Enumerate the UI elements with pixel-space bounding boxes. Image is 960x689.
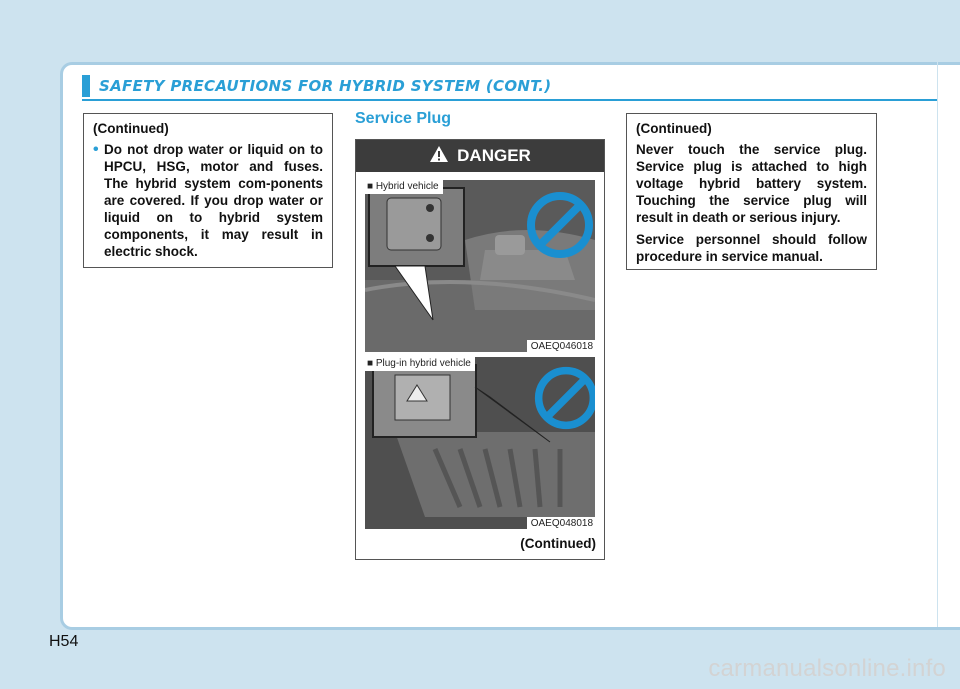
danger-continued-label: (Continued) xyxy=(520,536,596,551)
section-header-title: SAFETY PRECAUTIONS FOR HYBRID SYSTEM (CONT.) xyxy=(99,77,552,95)
page-edge-line xyxy=(937,62,938,627)
service-plug-title: Service Plug xyxy=(355,110,452,127)
left-bullet-item xyxy=(93,141,323,260)
danger-box xyxy=(355,139,605,560)
prohibit-icon xyxy=(525,190,595,260)
plugin-hybrid-vehicle-photo xyxy=(365,357,595,529)
warning-triangle-icon xyxy=(429,145,449,168)
right-paragraph-2: Service personnel should follow procedure in service manual. xyxy=(636,232,867,264)
header-accent-bar xyxy=(82,75,90,97)
bullet-dot-icon: • xyxy=(93,141,99,158)
right-continued-box xyxy=(626,113,877,270)
watermark: carmanualsonline.info xyxy=(708,655,946,682)
photo1-code: OAEQ046018 xyxy=(527,340,595,352)
photo2-code: OAEQ048018 xyxy=(527,517,595,529)
left-bullet-text: Do not drop water or liquid on to HPCU, HSG, motor and fuses. The hybrid system com-ponents are covered. If you drop water or liquid on to hybrid system components, it may result in electric shock. xyxy=(104,142,323,259)
plugin-hybrid-tag: ■ Plug-in hybrid vehicle xyxy=(365,357,475,371)
right-continued-label: (Continued) xyxy=(636,121,712,136)
prohibit-icon xyxy=(533,365,595,431)
left-continued-box xyxy=(83,113,333,268)
danger-label: DANGER xyxy=(457,146,531,165)
right-paragraph-1: Never touch the service plug. Service plug is attached to high voltage hybrid battery system. Touching the service plug will result in death or serious injury. xyxy=(636,142,867,225)
hybrid-vehicle-photo xyxy=(365,180,595,352)
header-rule xyxy=(82,99,937,101)
page-number: H54 xyxy=(49,633,79,650)
left-continued-label: (Continued) xyxy=(93,121,169,136)
danger-header xyxy=(356,140,604,172)
hybrid-vehicle-tag: ■ Hybrid vehicle xyxy=(365,180,443,194)
